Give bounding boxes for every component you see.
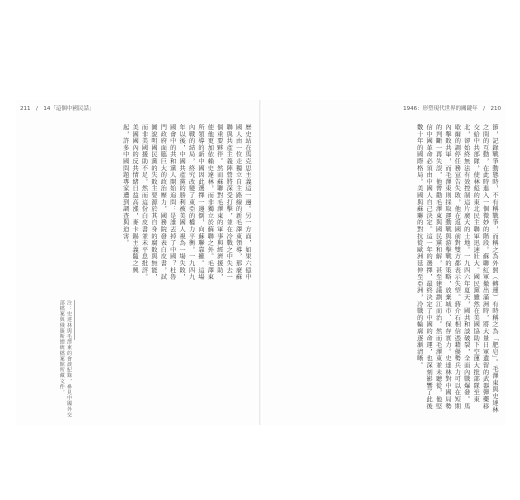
left-page-footnote: 注：史達林與毛澤東的會談紀錄，參見中國外交部檔案與俄羅斯總統檔案館所藏文件。	[58, 300, 72, 418]
footnote-divider	[74, 300, 75, 340]
right-page	[262, 100, 505, 425]
left-page-header: 211 / 14「這個中國民話」	[20, 106, 95, 112]
book-gutter	[259, 100, 261, 425]
right-page-body-text: 節，記錄戰爭動態時，不有稱戰爭，而稱之為外貿（轉運）有時稱之為「肥皂」。毛澤東與史達林之間的互動，在此時進入一個微妙的階段。蘇聯紅軍撤出滿洲時，將大量日軍遺留的武器彈藥移交給中共部隊，使林彪的東北民主聯軍迅速壯大。國民黨雖然在美國協助下空運大批部隊至東北，卻始終無法有效控制這片廣大的土地。一九四六年夏天，國共和談破裂，全面內戰爆發。馬歇爾的調停任務宣告失敗，他在返國前對雙方都表示失望。蔣介石相信憑藉優勢兵力可以在短期內擊敗共軍，而毛澤東則採取運動戰與游擊戰的策略，放棄城市、保存實力。史達林對中國局勢的判斷一再失誤，他曾勸毛澤東與國民黨和解，甚至建議劃江而治。然而毛澤東並未聽從，他堅信中國革命必須由中國人自己決定。這一年的選擇，最終決定了中國的命運，也深刻影響了此後數十年的國際格局。美國與蘇聯的對抗從歐洲延伸至亞洲，冷戰的輪廓逐漸清晰。	[415, 124, 498, 414]
right-page-header: 1946：形塑現代世界的關鍵年 / 210	[403, 106, 501, 112]
left-page	[16, 100, 259, 425]
left-page-body-text: 歷史站在馬克思主義這一邊。另一方面，如果六億中國人由一位走獨立自主路線的新毛澤東領導，那麼蘇聯與共產主義陣營將深受打擊，並在冷戰之中失去一個重要夥伴。然而蘇聯對毛澤東的軍事與經濟援助，使他更加依賴史達林，而非獨立於蘇聯之外。毛澤東所領導的新中國因此選擇一邊倒，向蘇聯靠攏。這場內戰的結局，終究改變了東亞的權力平衡。一九四九年以後，中國共產黨的勝利被美國人視為一場失敗，國會中的共和黨人開始追問：是誰丟掉了中國？杜魯門政府面臨巨大的政治壓力，國務院發表白皮書，試圖說明國民黨的失敗主要源於其自身的腐敗與無能，而非美國援助不足。然而這份白皮書並未平息批評。美國國內的反共情緒日益高漲，麥卡錫主義隨之興起，許多中國問題專家遭到調查與迫害。	[121, 124, 251, 281]
